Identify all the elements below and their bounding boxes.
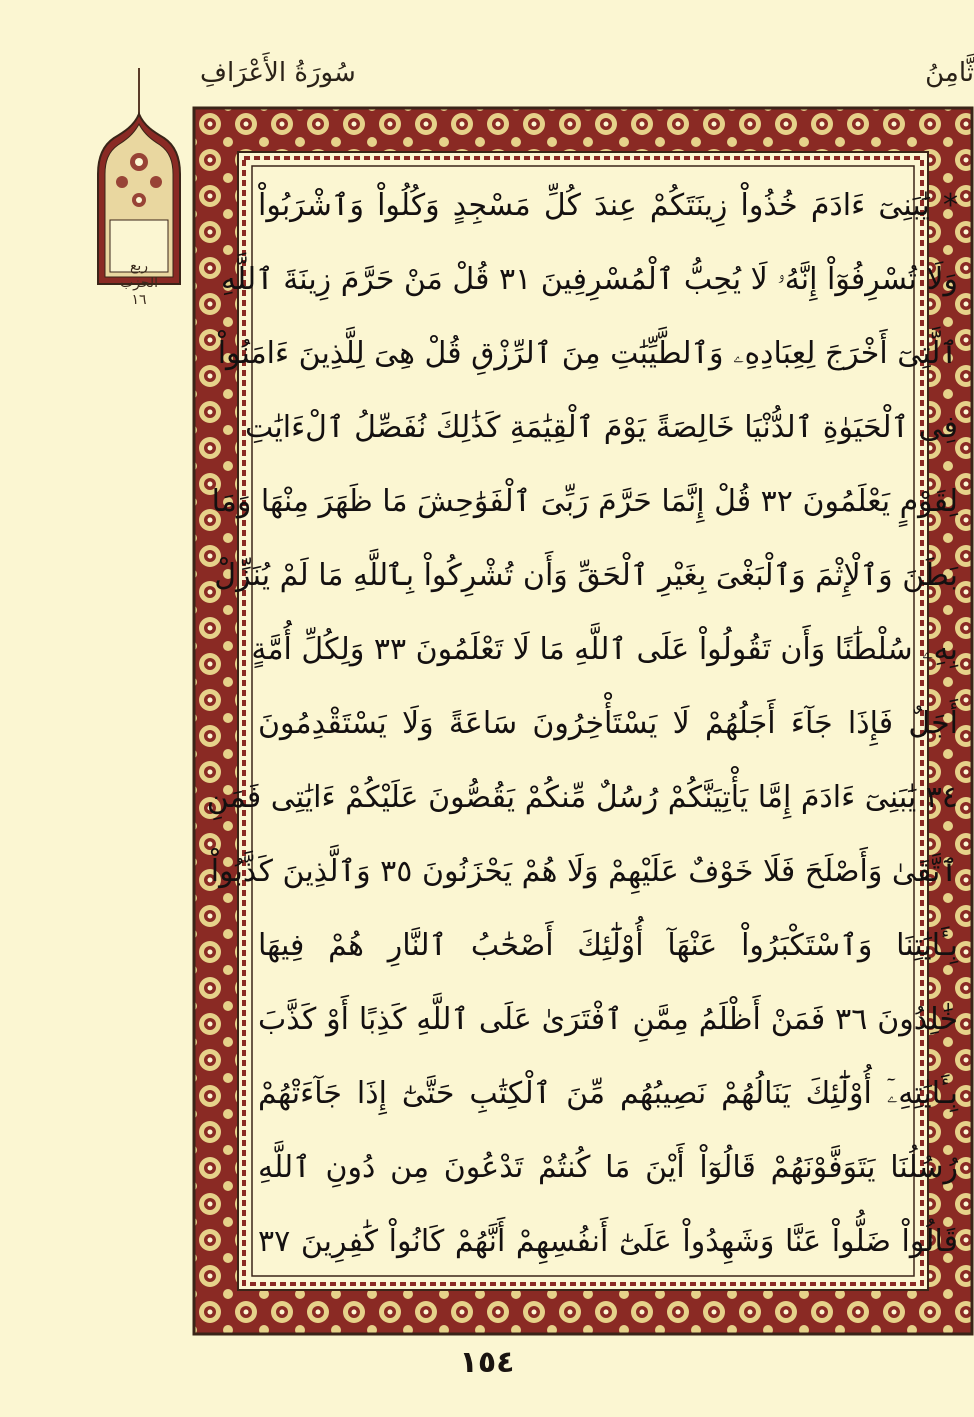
verse-line: بِـَٔايَٰتِنَا وَٱسْتَكْبَرُواْ عَنْهَآ أُوْلَٰٓئِكَ أَصْحَٰبُ ٱلنَّارِ هُمْ فِيهَا [258,928,958,963]
verse-line: بِهِۦ سُلْطَٰنًا وَأَن تَقُولُواْ عَلَى ٱللَّهِ مَا لَا تَعْلَمُونَ ٣٣ وَلِكُلِّ أُمَّةٍ [251,632,958,667]
verse-line: فِى ٱلْحَيَوٰةِ ٱلدُّنْيَا خَالِصَةً يَوْمَ ٱلْقِيَٰمَةِ كَذَٰلِكَ نُفَصِّلُ ٱلْءَايَٰتِ [244,410,958,445]
verse-line: خَٰلِدُونَ ٣٦ فَمَنْ أَظْلَمُ مِمَّنِ ٱفْتَرَىٰ عَلَى ٱللَّهِ كَذِبًا أَوْ كَذَّبَ [258,1002,958,1037]
verse-line: ٱلَّتِىٓ أَخْرَجَ لِعِبَادِهِۦ وَٱلطَّيِّبَٰتِ مِنَ ٱلرِّزْقِ قُلْ هِىَ لِلَّذِينَ ءَامَنُواْ [217,336,958,371]
verse-line: وَلَا تُسْرِفُوٓاْ إِنَّهُۥ لَا يُحِبُّ ٱلْمُسْرِفِينَ ٣١ قُلْ مَنْ حَرَّمَ زِينَةَ ٱللَّهِ [220,262,958,297]
hizb-label-word: الحزب [119,275,159,291]
verse-line: قَالُواْ ضَلُّواْ عَنَّا وَشَهِدُواْ عَلَىٰٓ أَنفُسِهِمْ أَنَّهُمْ كَانُواْ كَٰفِرِينَ ٣٧ [258,1224,958,1259]
verse-line: بِـَٔايَٰتِهِۦٓ أُوْلَٰٓئِكَ يَنَالُهُمْ نَصِيبُهُم مِّنَ ٱلْكِتَٰبِ حَتَّىٰٓ إِذَا جَآءَتْهُمْ [258,1076,958,1111]
verse-line: رُسُلُنَا يَتَوَفَّوْنَهُمْ قَالُوٓاْ أَيْنَ مَا كُنتُمْ تَدْعُونَ مِن دُونِ ٱللَّهِ [258,1150,958,1185]
verses-block [206,176,958,1296]
page-number: ١٥٤ [459,1345,515,1380]
verse-line: لِقَوْمٍ يَعْلَمُونَ ٣٢ قُلْ إِنَّمَا حَرَّمَ رَبِّىَ ٱلْفَوَٰحِشَ مَا ظَهَرَ مِنْهَا وَمَا [211,484,958,519]
verse-line: أَجَلٌ فَإِذَا جَآءَ أَجَلُهُمْ لَا يَسْتَأْخِرُونَ سَاعَةً وَلَا يَسْتَقْدِمُونَ [258,706,958,741]
hizb-label [100,258,178,309]
hizb-marker [90,68,188,308]
hizb-label-number: ١٦ [131,292,147,308]
surah-name: سُورَةُ الأَعْرَافِ [200,58,356,88]
verse-line: ٣٤ يَٰبَنِىٓ ءَادَمَ إِمَّا يَأْتِيَنَّكُمْ رُسُلٌ مِّنكُمْ يَقُصُّونَ عَلَيْكُمْ ءَايَٰتِى فَمَنِ [206,780,958,815]
hizb-label-quarter: ربع [129,258,149,274]
verse-line: بَطَنَ وَٱلْإِثْمَ وَٱلْبَغْىَ بِغَيْرِ ٱلْحَقِّ وَأَن تُشْرِكُواْ بِٱللَّهِ مَا لَمْ يُنَزِّلْ [214,558,958,593]
juz-name: ثَّامِنُ [925,58,974,88]
verse-line: * يَٰبَنِىٓ ءَادَمَ خُذُواْ زِينَتَكُمْ عِندَ كُلِّ مَسْجِدٍ وَكُلُواْ وَٱشْرَبُواْ [258,188,958,223]
verse-line: ٱتَّقَىٰ وَأَصْلَحَ فَلَا خَوْفٌ عَلَيْهِمْ وَلَا هُمْ يَحْزَنُونَ ٣٥ وَٱلَّذِينَ كَذَّبُواْ [210,854,958,889]
hizb-hanger-line [138,68,140,118]
